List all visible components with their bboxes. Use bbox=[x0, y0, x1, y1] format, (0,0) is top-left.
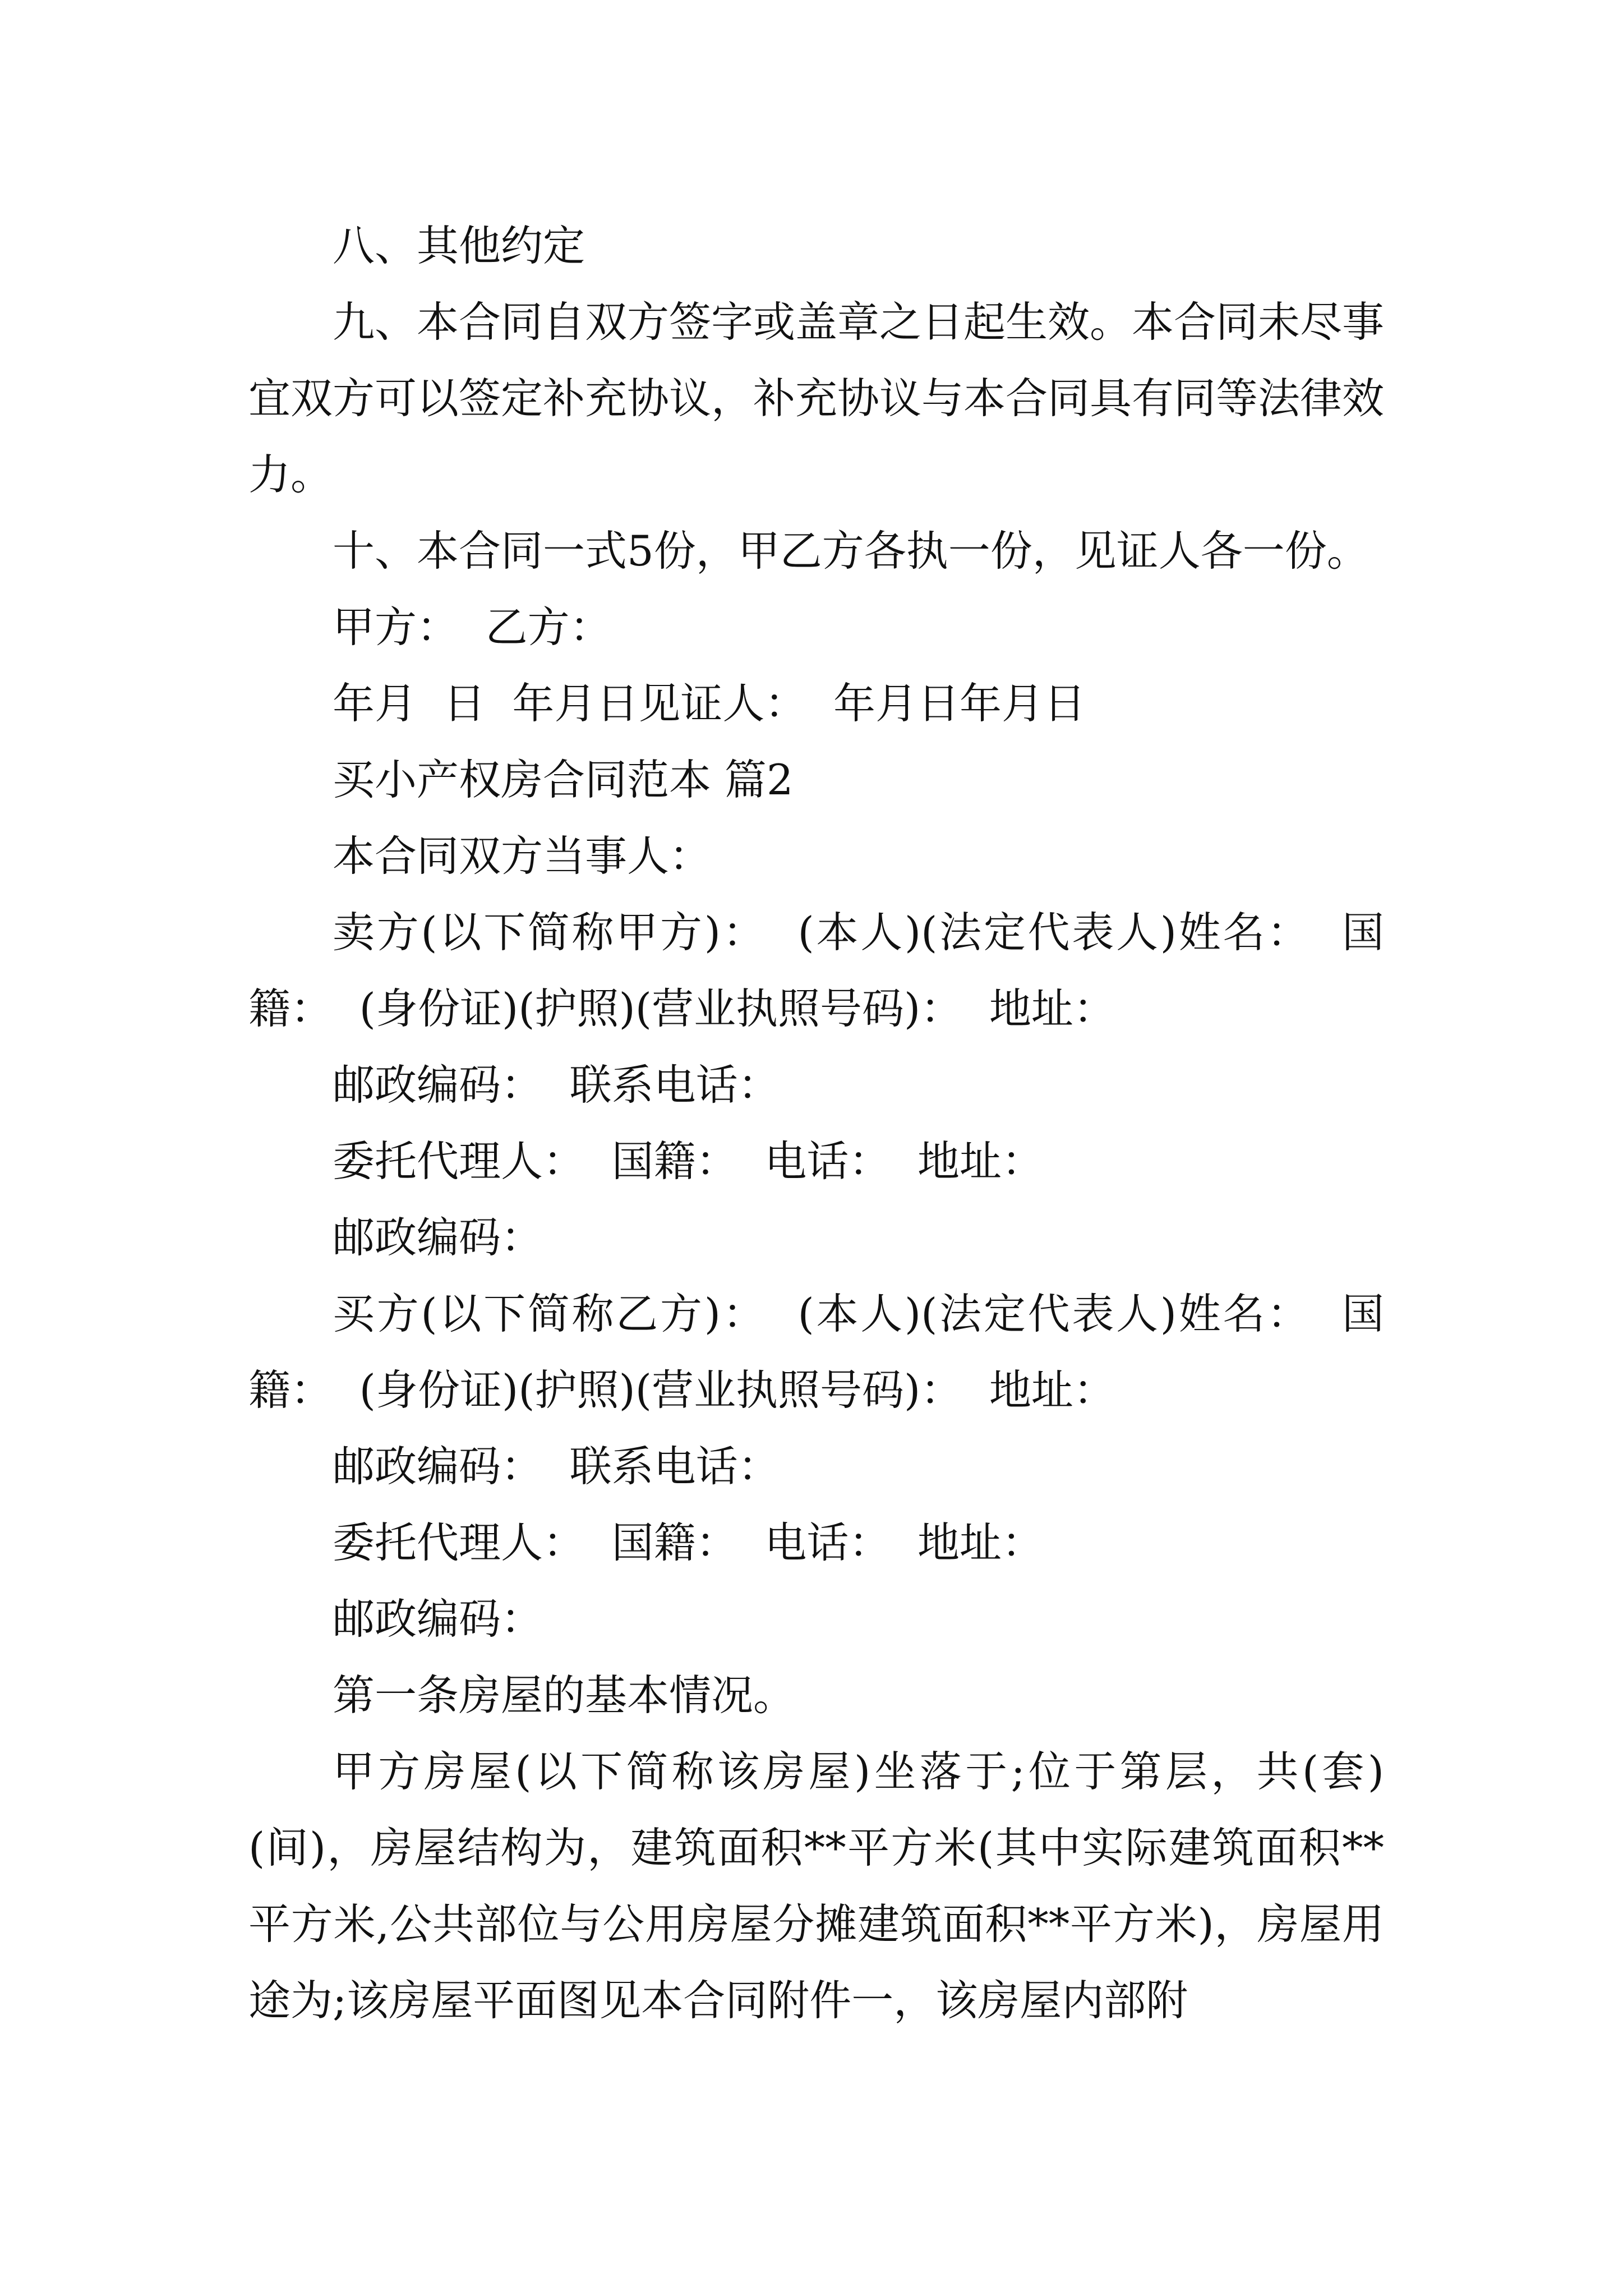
buyer-agent-info: 委托代理人： 国籍： 电话： 地址： bbox=[333, 1518, 1044, 1567]
section-title-template-2: 买小产权房合同范本 篇2 bbox=[333, 755, 794, 804]
clause-10-copies: 十、本合同一式5份，甲乙方各执一份，见证人各一份。 bbox=[333, 526, 1369, 576]
clause-8-heading: 八、其他约定 bbox=[333, 221, 585, 270]
seller-postal-phone: 邮政编码： 联系电话： bbox=[333, 1060, 780, 1110]
buyer-agent-postal: 邮政编码： bbox=[333, 1594, 543, 1644]
buyer-postal-phone: 邮政编码： 联系电话： bbox=[333, 1442, 780, 1491]
article-1-heading: 第一条房屋的基本情况。 bbox=[333, 1671, 796, 1720]
seller-info: 卖方(以下简称甲方)： (本人)(法定代表人)姓名： 国籍： (身份证)(护照)(营业执照号码)： 地址： bbox=[248, 908, 1384, 1033]
parties-intro: 本合同双方当事人： bbox=[333, 831, 712, 881]
document-body bbox=[248, 208, 1384, 2039]
seller-agent-info: 委托代理人： 国籍： 电话： 地址： bbox=[333, 1137, 1044, 1186]
article-1-body: 甲方房屋(以下简称该房屋)坐落于;位于第层，共(套)(间)，房屋结构为，建筑面积**平方米(其中实际建筑面积**平方米,公共部位与公用房屋分摊建筑面积**平方米)，房屋用途为;该房屋平面图见本合同附件一，该房屋内部附 bbox=[248, 1747, 1384, 2025]
seller-agent-postal: 邮政编码： bbox=[333, 1213, 543, 1262]
signature-dates: 年月 日 年月日见证人： 年月日年月日 bbox=[333, 679, 1086, 728]
buyer-info: 买方(以下简称乙方)： (本人)(法定代表人)姓名： 国籍： (身份证)(护照)(营业执照号码)： 地址： bbox=[248, 1289, 1384, 1415]
clause-9-effectiveness: 九、本合同自双方签字或盖章之日起生效。本合同未尽事宜双方可以签定补充协议，补充协议与本合同具有同等法律效力。 bbox=[248, 297, 1385, 499]
signature-parties: 甲方： 乙方： bbox=[333, 602, 612, 652]
